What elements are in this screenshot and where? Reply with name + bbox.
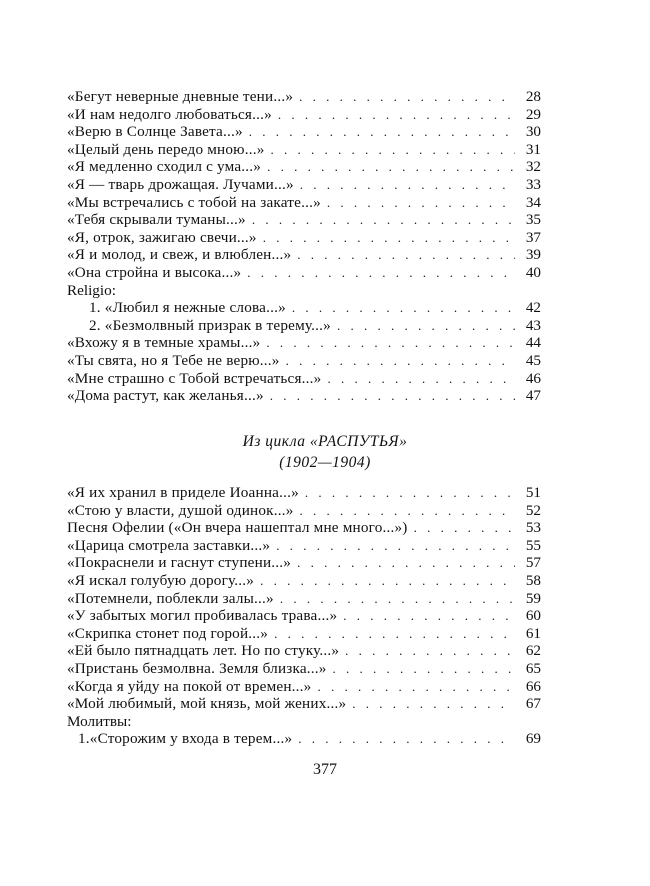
toc-entry: «Я их хранил в приделе Иоанна...» . . . 51	[67, 484, 541, 502]
toc-entry: Песня Офелии («Он вчера нашептал мне много...») . . . 53	[67, 519, 541, 537]
cycle-title: Из цикла «РАСПУТЬЯ»	[242, 433, 408, 450]
toc-entry: «Я искал голубую дорогу...» . . . 58	[67, 572, 541, 590]
toc-entry: «Пристань безмолвна. Земля близка...» . . . 65	[67, 660, 541, 678]
toc-entry: «Потемнели, поблекли залы...» . . . 59	[67, 590, 541, 608]
toc-entry: «Она стройна и высока...» . . . 40	[67, 264, 541, 282]
toc-entry: «Ей было пятнадцать лет. Но по стуку...» . . . 62	[67, 642, 541, 660]
cycle-years: (1902—1904)	[279, 454, 371, 471]
toc-entry: «У забытых могил пробивалась трава...» . . . 60	[67, 607, 541, 625]
toc-entry: «Когда я уйду на покой от времен...» . . . 66	[67, 678, 541, 696]
toc-entry: «Мой любимый, мой князь, мой жених...» . . . 67	[67, 695, 541, 713]
toc-entry: «И нам недолго любоваться...» . . . 29	[67, 106, 541, 124]
toc-entry: «Бегут неверные дневные тени...» . . . 28	[67, 88, 541, 106]
toc-subentry: 1. «Любил я нежные слова...» . . . 42	[67, 299, 541, 317]
toc-entry: «Тебя скрывали туманы...» . . . 35	[67, 211, 541, 229]
toc-entry: «Целый день передо мною...» . . . 31	[67, 141, 541, 159]
toc-entry: «Царица смотрела заставки...» . . . 55	[67, 537, 541, 555]
toc-subentry: 1.«Сторожим у входа в терем...» . . . 69	[67, 730, 541, 748]
toc-entry: «Вхожу я в темные храмы...» . . . 44	[67, 334, 541, 352]
toc-entry: «Я медленно сходил с ума...» . . . 32	[67, 158, 541, 176]
toc-subentry: 2. «Безмолвный призрак в терему...» . . . 43	[67, 317, 541, 335]
toc-entry: «Дома растут, как желанья...» . . . 47	[67, 387, 541, 405]
toc-section-early	[67, 88, 541, 405]
section-heading-religio: Religio:	[67, 281, 116, 299]
toc-section-rasputya	[67, 484, 541, 748]
toc-entry: «Мы встречались с тобой на закате...» . . . 34	[67, 194, 541, 212]
section-heading-prayers: Молитвы:	[67, 712, 132, 730]
toc-entry: «Стою у власти, душой одинок...» . . . 52	[67, 502, 541, 520]
toc-entry: «Ты свята, но я Тебе не верю...» . . . 45	[67, 352, 541, 370]
page-number: 377	[313, 761, 337, 778]
toc-entry: «Скрипка стонет под горой...» . . . 61	[67, 625, 541, 643]
toc-entry: «Я — тварь дрожащая. Лучами...» . . . 33	[67, 176, 541, 194]
toc-entry: «Я, отрок, зажигаю свечи...» . . . 37	[67, 229, 541, 247]
toc-entry: «Мне страшно с Тобой встречаться...» . . . 46	[67, 370, 541, 388]
toc-entry: «Я и молод, и свеж, и влюблен...» . . . 39	[67, 246, 541, 264]
toc-entry: «Верю в Солнце Завета...» . . . 30	[67, 123, 541, 141]
toc-entry: «Покраснели и гаснут ступени...» . . . 57	[67, 554, 541, 572]
